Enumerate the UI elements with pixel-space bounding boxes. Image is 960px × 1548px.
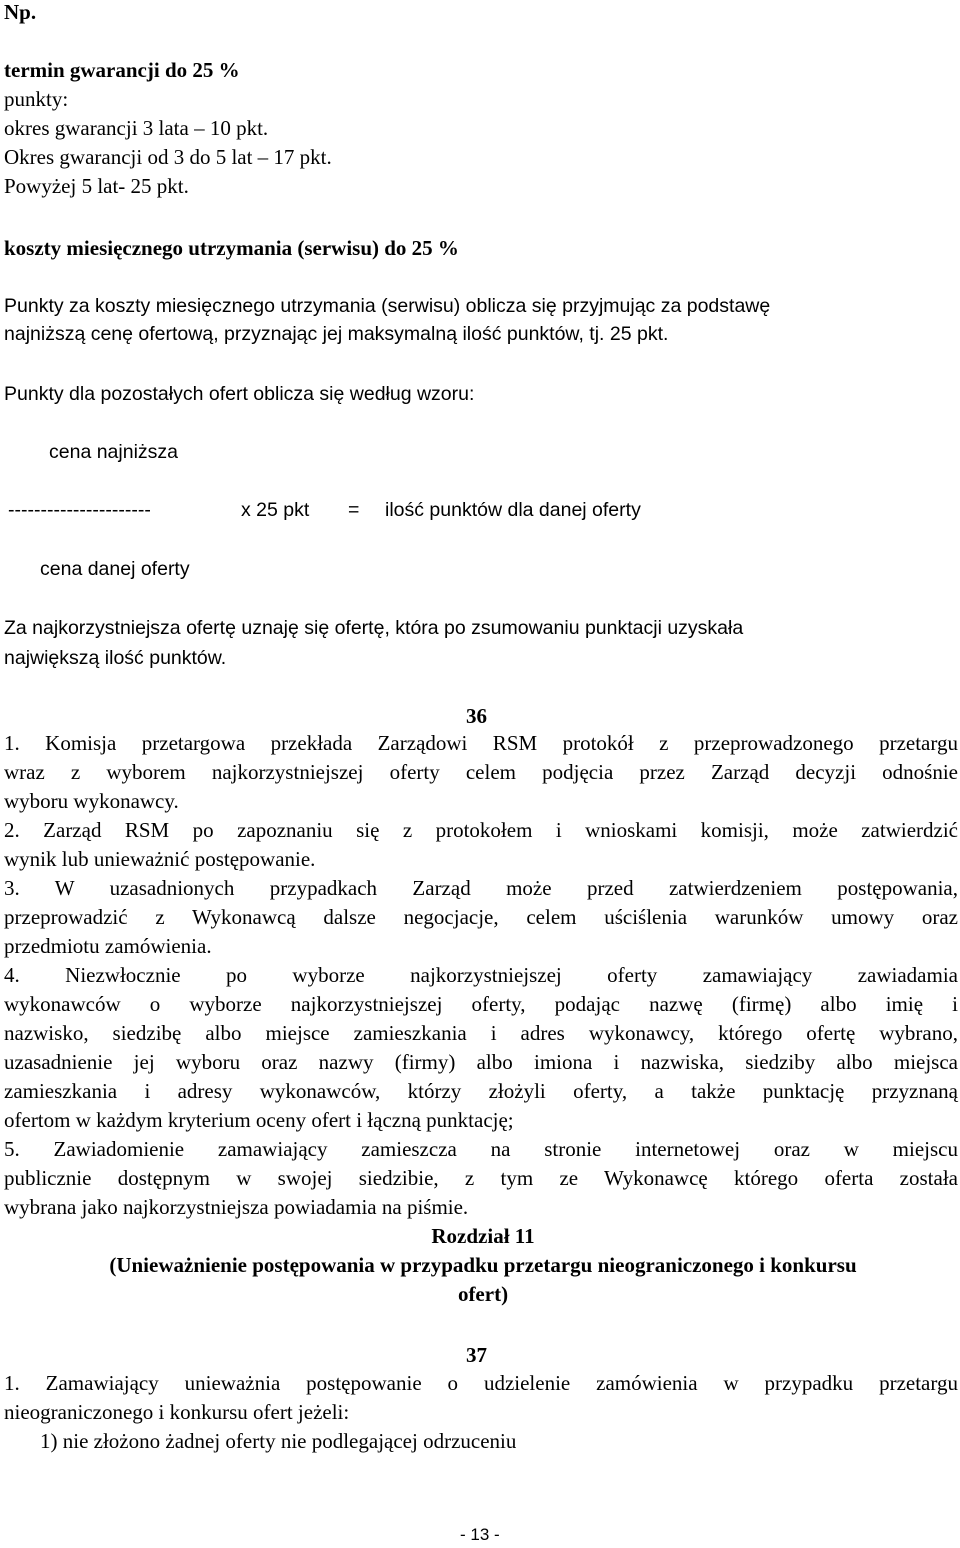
- formula-multiplier: x 25 pkt: [241, 499, 310, 521]
- warranty-item: Okres gwarancji od 3 do 5 lat – 17 pkt.: [4, 145, 332, 169]
- maintenance-paragraph-line: Punkty za koszty miesięcznego utrzymania (serwisu) oblicza się przyjmując za podstawę: [4, 295, 771, 317]
- warranty-points-label: punkty:: [4, 87, 69, 111]
- maintenance-paragraph-line: najniższą cenę ofertową, przyznając jej maksymalną ilość punktów, tj. 25 pkt.: [4, 323, 669, 345]
- conclusion-line: Za najkorzystniejsza ofertę uznaję się ofertę, która po zsumowaniu punktacji uzyskała: [4, 617, 744, 639]
- formula-divider: ----------------------: [8, 499, 151, 521]
- warranty-item: okres gwarancji 3 lata – 10 pkt.: [4, 116, 269, 140]
- formula-intro: Punkty dla pozostałych ofert oblicza się według wzoru:: [4, 383, 475, 405]
- formula-numerator: cena najniższa: [49, 441, 178, 463]
- section-36-p1-line: 1. Komisja przetargowa przekłada Zarządowi RSM protokół z przeprowadzonego przetargu: [4, 731, 958, 755]
- section-37-heading: 37: [466, 1343, 487, 1367]
- section-36-p1-line: wraz z wyborem najkorzystniejszej oferty celem podjęcia przez Zarząd decyzji odnośnie: [4, 760, 958, 784]
- section-36-p5-line: 5. Zawiadomienie zamawiający zamieszcza na stronie internetowej oraz w miejscu: [4, 1137, 958, 1161]
- formula-denominator: cena danej oferty: [40, 558, 190, 580]
- section-36-p4-line: nazwisko, siedzibę albo miejsce zamieszkania i adres wykonawcy, którego ofertę wybrano,: [4, 1021, 958, 1045]
- section-36-heading: 36: [466, 704, 487, 728]
- section-36-p4-line: ofertom w każdym kryterium oceny ofert i łączną punktację;: [4, 1108, 514, 1132]
- page-number: - 13 -: [460, 1525, 500, 1544]
- section-37-p1-line: 1. Zamawiający unieważnia postępowanie o udzielenie zamówienia w przypadku przetargu: [4, 1371, 958, 1395]
- warranty-item: Powyżej 5 lat- 25 pkt.: [4, 174, 189, 198]
- section-36-p3-line: przeprowadzić z Wykonawcą dalsze negocjacje, celem uściślenia warunków umowy oraz: [4, 905, 958, 929]
- warranty-title: termin gwarancji do 25 %: [4, 58, 240, 82]
- section-36-p4-line: zamieszkania i adresy wykonawców, którzy złożyli oferty, a także punktację przyznaną: [4, 1079, 958, 1103]
- section-36-p4-line: wykonawców o wyborze najkorzystniejszej oferty, podając nazwę (firmę) albo imię i: [4, 992, 958, 1016]
- section-36-p5-line: wybrana jako najkorzystniejsza powiadamia na piśmie.: [4, 1195, 469, 1219]
- section-36-p1-line: wyboru wykonawcy.: [4, 789, 179, 813]
- formula-result: ilość punktów dla danej oferty: [385, 499, 641, 521]
- section-37-p1-line: nieograniczonego i konkursu ofert jeżeli:: [4, 1400, 350, 1424]
- section-36-p4-line: 4. Niezwłocznie po wyborze najkorzystniejszej oferty zamawiający zawiadamia: [4, 963, 958, 987]
- chapter-title: Rozdział 11: [431, 1224, 535, 1248]
- conclusion-line: największą ilość punktów.: [4, 647, 227, 669]
- section-36-p4-line: uzasadnienie jej wyboru oraz nazwy (firmy) albo imiona i nazwiska, siedziby albo miejsca: [4, 1050, 958, 1074]
- section-36-p3-line: 3. W uzasadnionych przypadkach Zarząd może przed zatwierdzeniem postępowania,: [4, 876, 958, 900]
- np-label: Np.: [4, 0, 37, 24]
- section-37-item: 1) nie złożono żadnej oferty nie podlegającej odrzuceniu: [40, 1429, 517, 1453]
- chapter-subtitle-line: ofert): [457, 1282, 509, 1306]
- section-36-p3-line: przedmiotu zamówienia.: [4, 934, 212, 958]
- chapter-subtitle-line: (Unieważnienie postępowania w przypadku przetargu nieograniczonego i konkursu: [109, 1253, 857, 1277]
- section-36-p2-line: wynik lub unieważnić postępowanie.: [4, 847, 316, 871]
- section-36-p2-line: 2. Zarząd RSM po zapoznaniu się z protokołem i wnioskami komisji, może zatwierdzić: [4, 818, 958, 842]
- section-36-p5-line: publicznie dostępnym w swojej siedzibie, z tym ze Wykonawcę którego oferta została: [4, 1166, 958, 1190]
- maintenance-title: koszty miesięcznego utrzymania (serwisu) do 25 %: [4, 236, 459, 260]
- formula-equals: =: [348, 499, 360, 521]
